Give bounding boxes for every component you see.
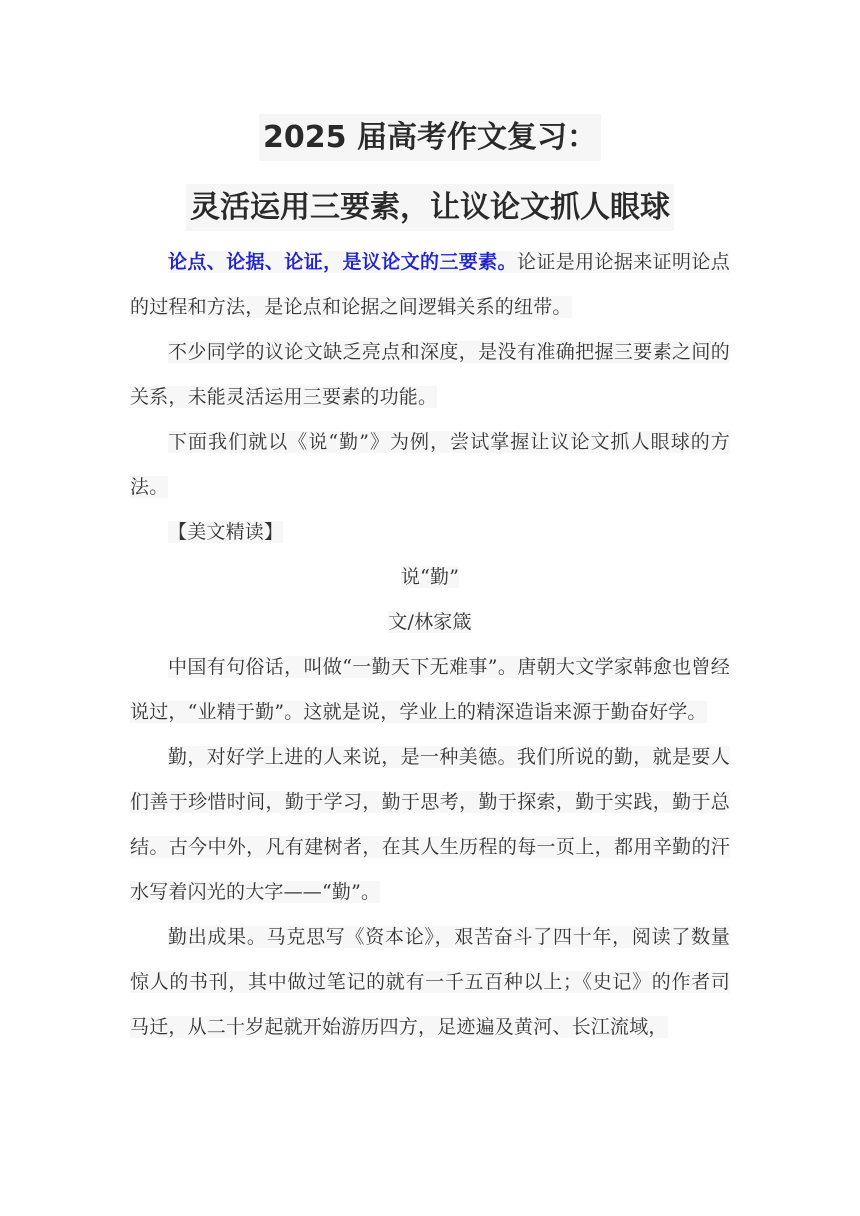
essay-title bbox=[130, 555, 730, 600]
essay-paragraph-3-text: 勤出成果。马克思写《资本论》，艰苦奋斗了四十年，阅读了数量惊人的书刊，其中做过笔记的就有一千五百种以上；《史记》的作者司马迁，从二十岁起就开始游历四方，足迹遍及黄河、长江流域， bbox=[130, 926, 730, 1038]
title-line-1: 2025 届高考作文复习： bbox=[259, 114, 601, 161]
document-title bbox=[0, 118, 860, 158]
essay-paragraph-2 bbox=[130, 735, 730, 915]
paragraph-3 bbox=[130, 420, 730, 510]
intro-rest: 论证是用论据来证明论点的过程和方法，是论点和论据之间逻辑关系的纽带。 bbox=[130, 251, 730, 318]
essay-title-text: 说“勤” bbox=[400, 566, 460, 588]
essay-author-text: 文/林家箴 bbox=[388, 611, 472, 633]
intro-highlight: 论点、论据、论证，是议论文的三要素。 bbox=[168, 251, 517, 273]
paragraph-2 bbox=[130, 330, 730, 420]
essay-paragraph-3 bbox=[130, 915, 730, 1050]
title-line-2: 灵活运用三要素，让议论文抓人眼球 bbox=[186, 184, 674, 231]
essay-paragraph-1 bbox=[130, 645, 730, 735]
paragraph-2-text: 不少同学的议论文缺乏亮点和深度，是没有准确把握三要素之间的关系，未能灵活运用三要素的功能。 bbox=[130, 341, 730, 408]
section-label bbox=[130, 510, 730, 555]
intro-paragraph bbox=[130, 240, 730, 330]
paragraph-3-text: 下面我们就以《说“勤”》为例，尝试掌握让议论文抓人眼球的方法。 bbox=[130, 431, 730, 498]
document-body bbox=[130, 240, 730, 1050]
essay-paragraph-1-text: 中国有句俗话，叫做“一勤天下无难事”。唐朝大文学家韩愈也曾经说过，“业精于勤”。这就是说，学业上的精深造诣来源于勤奋好学。 bbox=[130, 656, 730, 723]
section-label-text: 【美文精读】 bbox=[168, 521, 284, 543]
essay-paragraph-2-text: 勤，对好学上进的人来说，是一种美德。我们所说的勤，就是要人们善于珍惜时间，勤于学习，勤于思考，勤于探索，勤于实践，勤于总结。古今中外，凡有建树者，在其人生历程的每一页上，都用辛勤的汗水写着闪光的大字——“勤”。 bbox=[130, 746, 730, 903]
essay-author bbox=[130, 600, 730, 645]
document-subtitle bbox=[0, 188, 860, 228]
